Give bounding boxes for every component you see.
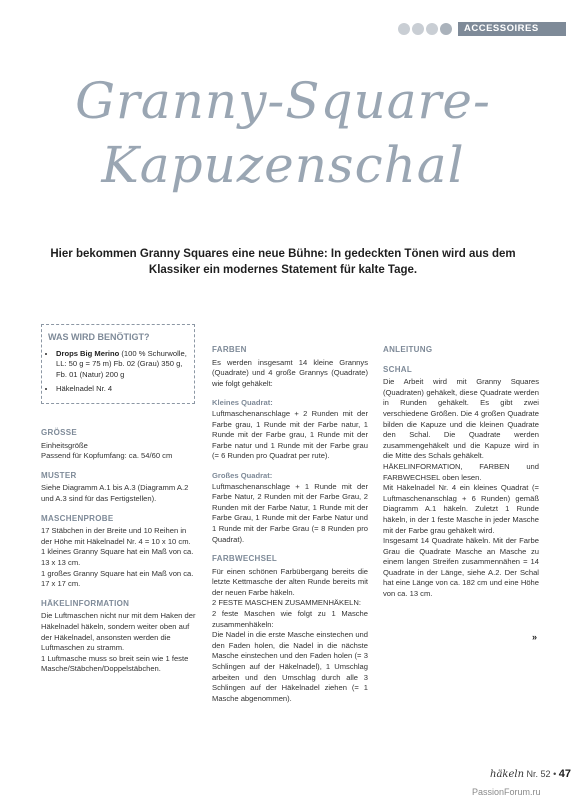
section-heading: ANLEITUNG [383,345,433,354]
list-item: • Häkelnadel Nr. 4 [56,384,188,395]
intro-text: Hier bekommen Granny Squares eine neue Bühne: In gedeckten Tönen wird aus dem Klassiker ein modernes Statement für kalte Tage. [50,248,516,276]
paragraph: 1 großes Granny Square hat ein Maß von ca. 17 x 17 cm. [41,568,194,589]
dot-decoration [412,23,424,35]
yarn-details: (100 % Schurwolle, LL: 50 g = 75 m) Fb. 02 (Grau) 350 g, Fb. 01 (Natur) 200 g [56,348,187,379]
watermark: PassionForum.ru [472,787,541,797]
paragraph: 1 Luftmasche muss so breit sein wie 1 feste Masche/Stäbchen/Doppelstäbchen. [41,653,189,674]
continue-arrow: » [532,632,538,642]
section-heading: FARBEN [212,345,247,354]
materials-list [48,349,188,395]
magazine-name: häkeln [490,769,525,780]
paragraph: Mit Häkelnadel Nr. 4 ein kleines Quadrat (= Luftmaschenanschlag + 6 Runden) gemäß Diagramm A.1 häkeln. Zuletzt 1 Runde häkeln, in der 1 feste Masche in jeder Masche mit der Farbe grau gehäkelt wird. [383,483,539,535]
paragraph: Insgesamt 14 Quadrate häkeln. Mit der Farbe Grau die Quadrate Masche an Masche zu einem langen Streifen zusammennähen = 14 Quadrate in der Länge, siehe A.2. Der Schal hat eine Länge von ca. 182 cm und eine Höhe von ca. 13 cm. [383,536,539,599]
subheading: Kleines Quadrat: [212,398,273,408]
paragraph: Für einen schönen Farbübergang bereits die letzte Kettmasche der alten Runde bereits mit der neuen Farbe häkeln. [212,566,368,597]
list-item [56,349,188,381]
page-number: 47 [558,768,571,780]
footer-bullet: • [553,769,557,779]
page-title-line-1: Granny-Square- [75,72,491,130]
header-dots [398,23,452,35]
column-left [41,428,197,675]
section-heading: SCHAL [383,364,413,374]
dot-decoration [426,23,438,35]
section-heading: GRÖSSE [41,428,78,437]
paragraph: 17 Stäbchen in der Breite und 10 Reihen in der Höhe mit Häkelnadel Nr. 4 = 10 x 10 cm. [41,526,191,546]
section-heading: HÄKELINFORMATION [41,598,130,608]
paragraph: Die Arbeit wird mit Granny Squares (Quadraten) gehäkelt, diese Quadrate werden in Runden gehäkelt. Es gibt zwei verschiedene Größen. Die 4 großen Quadrate bilden die Kapuze und die kleinen Quadrate den Schal. Die Quadrate werden zusammengehäkelt und die Kapuze wird in die Mitte des Schals gehäkelt. [383,377,539,461]
page-title-line-2: Kapuzenschal [101,136,465,194]
paragraph: Passend für Kopfumfang: ca. 54/60 cm [41,451,173,461]
materials-box [41,324,195,404]
dot-decoration [398,23,410,35]
paragraph: Die Nadel in die erste Masche einstechen und den Faden holen, die Nadel in die nächste Masche einstechen und den Faden holen (= 3 Schlingen auf der Häkelnadel), 1 Umschlag arbeiten und den Umschlag durch alle 3 Schlingen auf der Häkelnadel ziehen (= 1 Masche abgenommen). [212,630,368,703]
subheading: Großes Quadrat: [212,470,273,480]
paragraph: HÄKELINFORMATION, FARBEN und FARBWECHSEL oben lesen. [383,461,539,482]
paragraph: Luftmaschenanschlage + 1 Runde mit der Farbe Natur, 2 Runden mit der Farbe Grau, 2 Runden mit der Farbe Natur, 1 Runde mit der Farbe Grau, 1 Runde mit der Farbe Natur und 1 Runde mit der Farbe Grau (= 8 Runden pro Quadrat). [212,481,368,544]
issue-number: Nr. 52 [526,769,551,779]
paragraph: 2 FESTE MASCHEN ZUSAMMENHÄKELN: [212,598,361,608]
page-footer [490,768,571,780]
paragraph: Siehe Diagramm A.1 bis A.3 (Diagramm A.2 und A.3 sind für das Fertigstellen). [41,483,189,503]
yarn-name: Drops Big Merino [56,348,120,358]
paragraph: Einheitsgröße [41,440,88,450]
section-heading: MUSTER [41,470,77,480]
paragraph: 2 feste Maschen wie folgt zu 1 Masche zusammenhäkeln: [212,609,368,629]
paragraph: Es werden insgesamt 14 kleine Grannys (Quadrate) und 4 große Grannys (Quadrate) wie folgt gehäkelt: [212,357,368,388]
paragraph: Luftmaschenanschlage + 2 Runden mit der Farbe grau, 1 Runde mit der Farbe natur, 1 Runde mit der Farbe grau, 1 Runde mit der Farbe natur und 1 Runde mit der Farbe grau (= 6 Runden pro Quadrat per rute). [212,408,368,461]
paragraph: 1 kleines Granny Square hat ein Maß von ca. 13 x 13 cm. [41,547,194,567]
section-tab: ACCESSOIRES [458,22,566,36]
dot-decoration [440,23,452,35]
column-right [383,345,539,600]
section-heading: MASCHENPROBE [41,513,114,523]
materials-heading: WAS WIRD BENÖTIGT? [48,332,150,342]
column-middle [212,345,368,704]
paragraph: Die Luftmaschen nicht nur mit dem Haken der Häkelnadel häkeln, sondern weiter oben auf der Häkelnadel, ansonsten werden die Luftmaschen zu stramm. [41,611,196,653]
section-heading: FARBWECHSEL [212,554,278,564]
